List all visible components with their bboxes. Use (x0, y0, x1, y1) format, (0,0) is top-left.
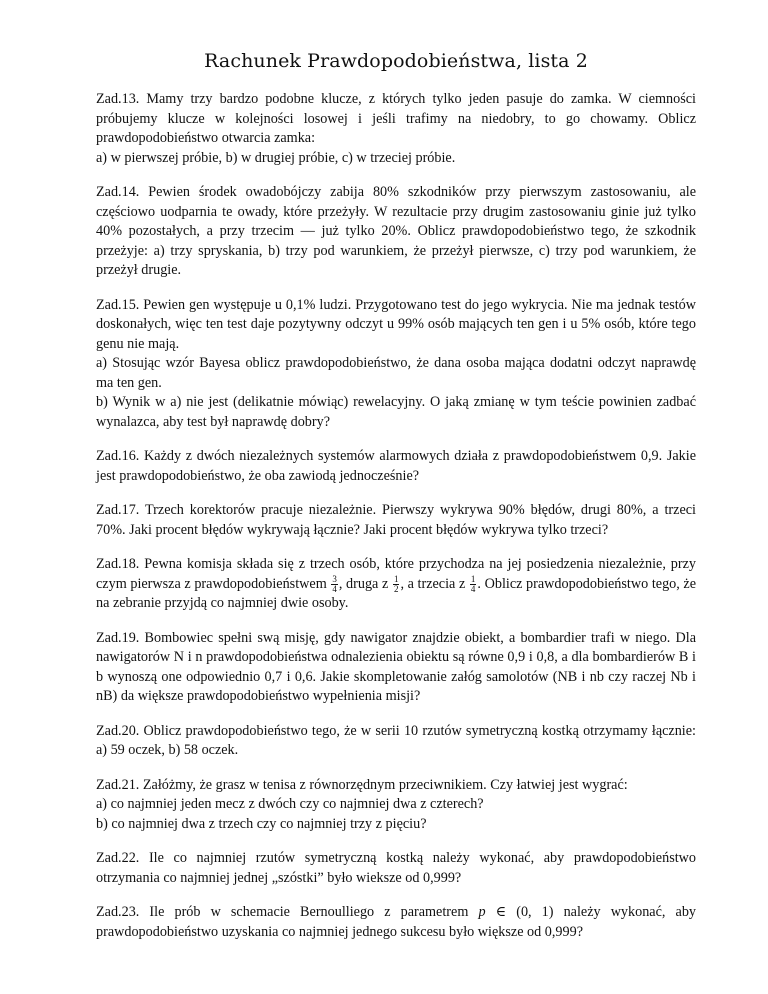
fraction-one-quarter (470, 575, 477, 594)
problem-17 (96, 501, 696, 540)
fraction-three-quarters (331, 575, 338, 594)
problem-18-part-1: Zad.18. Pewna komisja składa się z trzech osób, które przychodza na jej posiedzenia niezależnie, przy czym pierwsza z prawdopodobieństwem (96, 556, 696, 592)
problem-16-text: Zad.16. Każdy z dwóch niezależnych systemów alarmowych działa z prawdopodobieństwem 0,9. Jakie jest prawdopodobieństwo, że oba zawiodą jednocześnie? (96, 448, 696, 484)
problem-15-part-a: a) Stosując wzór Bayesa oblicz prawdopodobieństwo, że dana osoba mająca dodatni odczyt naprawdę ma ten gen. (96, 355, 696, 391)
problem-14 (96, 183, 696, 281)
fraction-denominator: 4 (470, 583, 476, 594)
problem-18-text (96, 555, 696, 614)
fraction-numerator: 1 (393, 573, 399, 584)
problem-21-part-b: b) co najmniej dwa z trzech czy co najmniej trzy z pięciu? (96, 815, 427, 832)
problem-20 (96, 722, 696, 761)
problem-23-part-1: Zad.23. Ile prób w schemacie Bernoulliego z parametrem (96, 904, 469, 920)
fraction-numerator: 3 (332, 573, 337, 584)
problem-17-text: Zad.17. Trzech korektorów pracuje niezależnie. Pierwszy wykrywa 90% błędów, drugi 80%, a trzeci 70%. Jaki procent błędów wykrywają łącznie? Jaki procent błędów wykrywa tylko trzeci? (96, 502, 696, 538)
problem-13 (96, 90, 696, 168)
problem-23-text (96, 903, 696, 942)
fraction-numerator: 1 (470, 573, 476, 584)
problem-14-text: Zad.14. Pewien środek owadobójczy zabija 80% szkodników przy pierwszym zastosowaniu, ale częściowo uodparnia te owady, które przeżyły. W rezultacie przy drugim zastosowaniu ginie już tylko 40% pozostałych, a przy trzecim — już tylko 20%. Oblicz prawdopodobieństwo tego, że szkodnik przeżyje: a) trzy spryskania, b) trzy pod warunkiem, że przeżył pierwsze, c) trzy pod warunkiem, że przeżył drugie. (96, 184, 696, 278)
problem-19-text: Zad.19. Bombowiec spełni swą misję, gdy nawigator znajdzie obiekt, a bombardier trafi w niego. Dla nawigatorów N i n prawdopodobieństwa odnalezienia obiektu są równe 0,9 i 0,8, a dla bombardierów B i b wynoszą one odpowiednio 0,7 i 0,6. Jakie skompletowanie załóg samolotów (NB i nb czy raczej Nb i nB) da większe prawdopodobieństwo wypełnienia misji? (96, 629, 696, 704)
problem-21 (96, 776, 696, 835)
document-title: Rachunek Prawdopodobieństwa, lista 2 (204, 50, 588, 72)
problem-15-part-b: b) Wynik w a) nie jest (delikatnie mówiąc) rewelacyjny. O jaką zmianę w tym teście powinien zadbać wynalazca, aby test był naprawdę dobry? (96, 394, 696, 430)
fraction-denominator: 2 (393, 583, 399, 594)
problem-18-part-3: , a trzecia z (400, 575, 466, 592)
problem-22 (96, 849, 696, 888)
problem-23 (96, 903, 696, 942)
problem-21-part-a: a) co najmniej jeden mecz z dwóch czy co najmniej dwa z czterech? (96, 796, 484, 812)
problem-18-part-2: , druga z (338, 575, 389, 592)
problem-13-text: Zad.13. Mamy trzy bardzo podobne klucze, z których tylko jeden pasuje do zamka. W ciemności próbujemy klucze w kolejności losowej i jeśli trafimy na niedobry, to go chowamy. Oblicz prawdopodobieństwo otwarcia zamka: (96, 91, 696, 146)
problem-18 (96, 555, 696, 614)
problem-15 (96, 296, 696, 433)
document-page (96, 50, 696, 957)
problem-22-text: Zad.22. Ile co najmniej rzutów symetryczną kostką należy wykonać, aby prawdopodobieństwo otrzymania co najmniej jednej „szóstki” było wieksze od 0,999? (96, 850, 696, 886)
fraction-denominator: 4 (332, 583, 337, 594)
problem-20-text: Zad.20. Oblicz prawdopodobieństwo tego, że w serii 10 rzutów symetryczną kostką otrzymamy łącznie: a) 59 oczek, b) 58 oczek. (96, 722, 696, 758)
problem-18-part-4: . Oblicz prawdopodobieństwo tego, że na zebranie przyjdą co najmniej dwie osoby. (96, 575, 697, 611)
problem-19 (96, 629, 696, 707)
problem-16 (96, 447, 696, 486)
problem-15-text: Zad.15. Pewien gen występuje u 0,1% ludzi. Przygotowano test do jego wykrycia. Nie ma jednak testów doskonałych, więc ten test daje pozytywny odczyt u 99% osób mających ten gen i u 5% osób, które tego genu nie mają. (96, 296, 696, 352)
fraction-one-half (393, 575, 400, 594)
problem-13-parts: a) w pierwszej próbie, b) w drugiej próbie, c) w trzeciej próbie. (96, 149, 456, 166)
problem-21-text: Zad.21. Załóżmy, że grasz w tenisa z równorzędnym przeciwnikiem. Czy łatwiej jest wygrać: (96, 776, 628, 793)
parameter-p: p (478, 904, 486, 920)
problem-23-part-2: ∈ (0, 1) należy wykonać, aby prawdopodobieństwo uzyskania co najmniej jednego sukcesu było większe od 0,999? (96, 904, 697, 940)
